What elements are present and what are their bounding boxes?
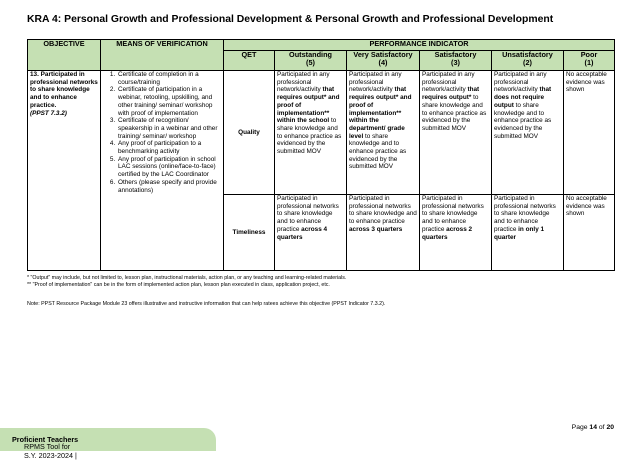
satisfactory-header: Satisfactory (3) xyxy=(420,51,492,71)
quality-outstanding: Participated in any professional network/activity that requires output* and proof of implementation** within the school to share knowledge and to enhance practice as evidenced by the submitted MOV xyxy=(275,71,347,195)
page-title: KRA 4: Personal Growth and Professional Development & Personal Growth and Professional Development xyxy=(27,14,554,25)
timeliness-label: Timeliness xyxy=(224,195,275,271)
timeliness-satisfactory: Participated in professional networks to share knowledge and to enhance practice across 2 quarters xyxy=(420,195,492,271)
mov-list xyxy=(103,71,221,194)
performance-indicator-header: PERFORMANCE INDICATOR xyxy=(224,40,615,51)
outstanding-header: Outstanding (5) xyxy=(275,51,347,71)
unsatisfactory-header: Unsatisfactory (2) xyxy=(492,51,564,71)
means-header: MEANS OF VERIFICATION xyxy=(101,40,224,71)
page-number: Page 14 of 20 xyxy=(571,424,614,431)
poor-header: Poor (1) xyxy=(564,51,615,71)
quality-satisfactory: Participated in any professional network/activity that requires output* to share knowledge and to enhance practice as evidenced by the submitted MOV xyxy=(420,71,492,195)
means-of-verification-cell xyxy=(101,71,224,271)
kra-table xyxy=(27,39,615,271)
very-satisfactory-header: Very Satisfactory (4) xyxy=(347,51,420,71)
qet-header: QET xyxy=(224,51,275,71)
ppst-note: Note: PPST Resource Package Module 23 offers illustrative and instructive information that can help ratees achieve this objective (PPST Indicator 7.3.2). xyxy=(27,301,386,307)
quality-poor: No acceptable evidence was shown xyxy=(564,71,615,195)
footnote-output: * "Output" may include, but not limited to, lesson plan, instructional materials, action plan, or any teaching and learning-related materials. xyxy=(27,275,347,281)
mov-item: 3. Certificate of recognition/ speakership in a webinar and other training/ seminar/ workshop xyxy=(117,117,221,140)
timeliness-poor: No acceptable evidence was shown xyxy=(564,195,615,271)
objective-cell: 13. Participated in professional networks to share knowledge and to enhance practice. (PPST 7.3.2) xyxy=(28,71,101,271)
quality-very-satisfactory: Participated in any professional network/activity that requires output* and proof of implementation** within the department/ grade level to share knowledge and to enhance practice as evidenced by the submitted MOV xyxy=(347,71,420,195)
timeliness-very-satisfactory: Participated in professional networks to share knowledge and to enhance practice across 3 quarters xyxy=(347,195,420,271)
timeliness-outstanding: Participated in professional networks to share knowledge and to enhance practice across 4 quarters xyxy=(275,195,347,271)
quality-label: Quality xyxy=(224,71,275,195)
quality-unsatisfactory: Participated in any professional network/activity that does not require output to share knowledge and to enhance practice as evidenced by the submitted MOV xyxy=(492,71,564,195)
timeliness-unsatisfactory: Participated in professional networks to share knowledge and to enhance practice in only 1 quarter xyxy=(492,195,564,271)
footnote-implementation: ** "Proof of implementation" can be in the form of implemented action plan, lesson plan executed in class, application project, etc. xyxy=(27,282,330,288)
mov-item: 5. Any proof of participation in school LAC sessions (online/face-to-face) certified by the LAC Coordinator xyxy=(117,156,221,179)
objective-header: OBJECTIVE xyxy=(28,40,101,71)
mov-item: 6. Others (please specify and provide annotations) xyxy=(117,179,221,194)
footer-band xyxy=(0,428,216,460)
mov-item: 2. Certificate of participation in a webinar, retooling, upskilling, and other training/ seminar/ workshop with proof of implementation xyxy=(117,86,221,117)
mov-item: 4. Any proof of participation to a benchmarking activity xyxy=(117,140,221,155)
mov-item: 1. Certificate of completion in a course/training xyxy=(117,71,221,86)
footer-label: RPMS Tool for S.Y. 2023-2024 | Proficient Teachers xyxy=(12,435,79,460)
